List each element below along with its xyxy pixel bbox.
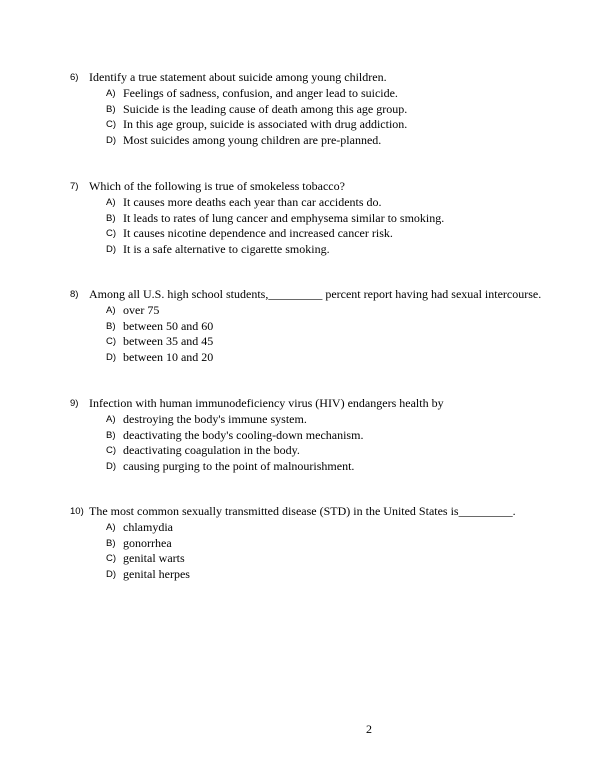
question-number: 6) — [70, 72, 79, 83]
option-letter: C) — [106, 445, 117, 456]
question-stem — [70, 69, 550, 86]
answer-option-c — [70, 443, 550, 459]
question-stem — [70, 178, 550, 195]
answer-option-b — [70, 536, 550, 552]
page-number: 2 — [366, 722, 372, 736]
option-letter: A) — [106, 197, 116, 208]
option-letter: B) — [106, 212, 116, 224]
option-letter: D) — [106, 568, 117, 580]
question-stem — [70, 286, 550, 303]
option-letter: A) — [106, 522, 116, 533]
option-text: genital herpes — [123, 566, 190, 581]
question-9 — [70, 395, 550, 474]
question-7 — [70, 178, 550, 257]
question-text: Which of the following is true of smokeless tobacco? — [89, 179, 345, 193]
option-letter: D) — [106, 351, 117, 363]
answer-option-d — [70, 350, 550, 366]
option-letter: B) — [106, 537, 116, 549]
option-text: It causes more deaths each year than car accidents do. — [123, 195, 382, 209]
option-text: between 50 and 60 — [123, 318, 214, 333]
answer-option-d — [70, 133, 550, 149]
option-text: between 35 and 45 — [123, 334, 214, 348]
option-letter: A) — [106, 88, 116, 99]
option-text: deactivating the body's cooling-down mechanism. — [123, 427, 364, 442]
option-letter: B) — [106, 429, 116, 441]
option-text: chlamydia — [123, 520, 173, 534]
answer-option-a — [70, 303, 550, 319]
answer-options — [70, 520, 550, 582]
option-letter: B) — [106, 103, 116, 115]
option-text: genital warts — [123, 551, 185, 565]
question-text: Identify a true statement about suicide among young children. — [89, 70, 387, 84]
question-stem — [70, 395, 550, 412]
answer-option-b — [70, 428, 550, 444]
answer-option-d — [70, 567, 550, 583]
answer-option-d — [70, 242, 550, 258]
option-text: gonorrhea — [123, 535, 172, 550]
option-letter: A) — [106, 305, 116, 316]
question-number: 10) — [70, 506, 84, 517]
option-text: causing purging to the point of malnourishment. — [123, 458, 355, 473]
answer-option-c — [70, 226, 550, 242]
answer-option-b — [70, 211, 550, 227]
answer-options — [70, 195, 550, 257]
option-letter: D) — [106, 460, 117, 472]
question-text: The most common sexually transmitted disease (STD) in the United States is_________. — [89, 504, 516, 518]
answer-options — [70, 303, 550, 365]
option-text: deactivating coagulation in the body. — [123, 443, 300, 457]
option-letter: B) — [106, 320, 116, 332]
question-text: Infection with human immunodeficiency virus (HIV) endangers health by — [89, 396, 444, 410]
question-text: Among all U.S. high school students,_________ percent report having had sexual intercourse. — [89, 287, 542, 301]
question-stem — [70, 503, 550, 520]
question-number: 9) — [70, 398, 79, 409]
answer-option-b — [70, 102, 550, 118]
answer-option-b — [70, 319, 550, 335]
answer-option-c — [70, 551, 550, 567]
option-letter: D) — [106, 134, 117, 146]
question-8 — [70, 286, 550, 365]
question-number: 7) — [70, 181, 79, 192]
option-text: Suicide is the leading cause of death among this age group. — [123, 101, 408, 116]
option-text: destroying the body's immune system. — [123, 412, 307, 426]
option-letter: D) — [106, 243, 117, 255]
option-letter: C) — [106, 553, 117, 564]
option-text: Most suicides among young children are pre-planned. — [123, 132, 382, 147]
option-text: It leads to rates of lung cancer and emphysema similar to smoking. — [123, 210, 445, 225]
answer-option-a — [70, 520, 550, 536]
question-10 — [70, 503, 550, 582]
answer-option-a — [70, 86, 550, 102]
answer-option-a — [70, 195, 550, 211]
option-text: over 75 — [123, 303, 160, 317]
question-6 — [70, 69, 550, 148]
option-text: between 10 and 20 — [123, 349, 214, 364]
option-letter: C) — [106, 336, 117, 347]
answer-option-c — [70, 334, 550, 350]
option-text: Feelings of sadness, confusion, and anger lead to suicide. — [123, 86, 398, 100]
question-number: 8) — [70, 289, 79, 300]
option-letter: C) — [106, 119, 117, 130]
option-letter: C) — [106, 228, 117, 239]
answer-options — [70, 412, 550, 474]
answer-option-a — [70, 412, 550, 428]
answer-option-d — [70, 459, 550, 475]
option-text: It causes nicotine dependence and increased cancer risk. — [123, 226, 393, 240]
option-letter: A) — [106, 414, 116, 425]
answer-options — [70, 86, 550, 148]
answer-option-c — [70, 117, 550, 133]
option-text: It is a safe alternative to cigarette smoking. — [123, 241, 330, 256]
option-text: In this age group, suicide is associated with drug addiction. — [123, 117, 408, 131]
